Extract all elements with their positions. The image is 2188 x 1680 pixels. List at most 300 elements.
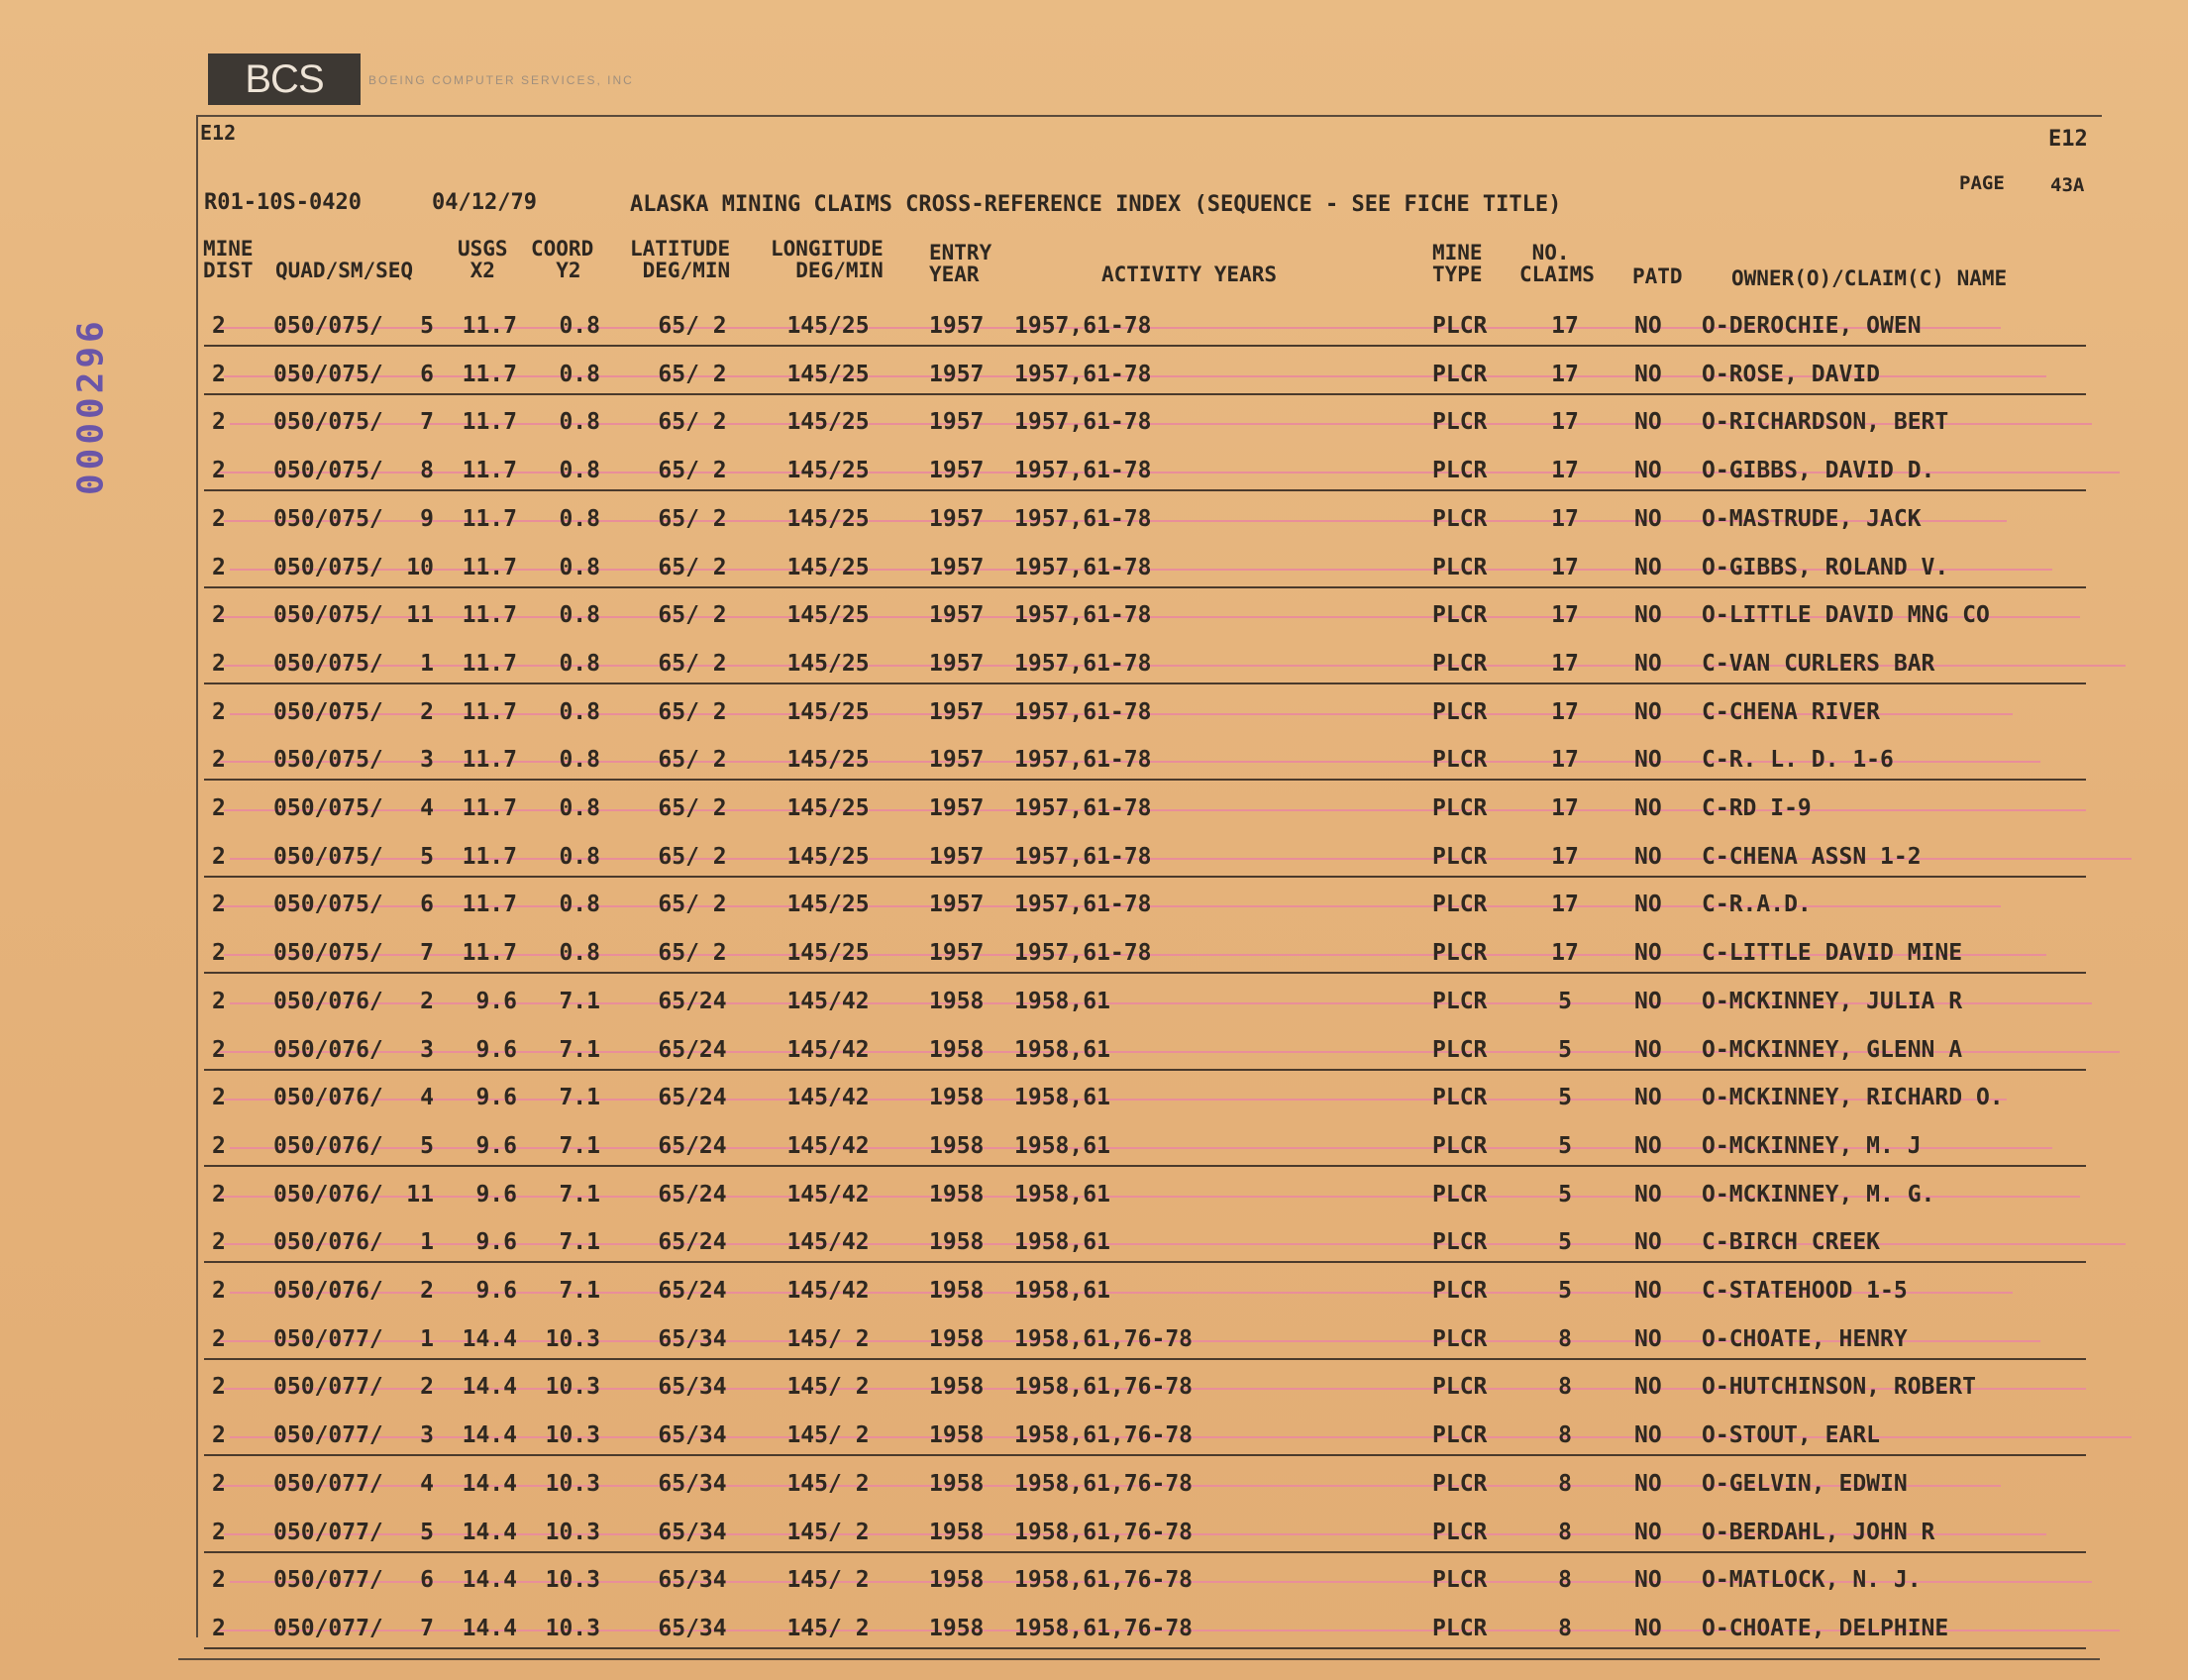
cell-quad: 050/077/ xyxy=(273,1615,383,1641)
cell-seq: 8 xyxy=(420,458,434,484)
row-rule-dark xyxy=(204,1551,2086,1553)
cell-owner: C-CHENA RIVER xyxy=(1702,698,1881,725)
cell-quad: 050/075/ xyxy=(273,409,383,436)
cell-activity-years: 1957,61-78 xyxy=(1014,313,1152,339)
cell-entry-year: 1958 xyxy=(929,1181,985,1208)
cell-coord-y2: 0.8 xyxy=(559,409,600,436)
cell-activity-years: 1957,61-78 xyxy=(1014,940,1152,967)
cell-entry-year: 1957 xyxy=(929,843,985,870)
cell-mine-dist: 2 xyxy=(212,602,226,629)
cell-mine-type: PLCR xyxy=(1432,1325,1488,1352)
cell-mine-type: PLCR xyxy=(1432,554,1488,580)
cell-mine-dist: 2 xyxy=(212,795,226,821)
cell-entry-year: 1957 xyxy=(929,795,985,821)
cell-usgs-x2: 11.7 xyxy=(462,698,517,725)
cell-owner: O-MCKINNEY, JULIA R xyxy=(1702,988,1963,1014)
cell-patd: NO xyxy=(1634,1422,1662,1449)
cell-usgs-x2: 14.4 xyxy=(462,1519,517,1545)
cell-latitude: 65/ 2 xyxy=(658,698,727,725)
row-rule-dark xyxy=(204,489,2086,491)
cell-latitude: 65/34 xyxy=(658,1374,727,1401)
cell-coord-y2: 0.8 xyxy=(559,747,600,774)
cell-no-claims: 17 xyxy=(1551,602,1579,629)
row-rule-dark xyxy=(204,1165,2086,1167)
col-header-owner: OWNER(O)/CLAIM(C) NAME xyxy=(1731,266,2008,290)
table-row xyxy=(0,788,2188,833)
cell-latitude: 65/ 2 xyxy=(658,458,727,484)
cell-mine-dist: 2 xyxy=(212,1422,226,1449)
cell-entry-year: 1957 xyxy=(929,361,985,387)
cell-coord-y2: 10.3 xyxy=(545,1615,600,1641)
cell-seq: 2 xyxy=(420,1278,434,1304)
cell-mine-dist: 2 xyxy=(212,698,226,725)
cell-latitude: 65/24 xyxy=(658,1085,727,1111)
cell-usgs-x2: 9.6 xyxy=(475,1229,517,1256)
bcs-logo: BCS xyxy=(208,53,361,105)
cell-no-claims: 8 xyxy=(1558,1567,1572,1594)
cell-coord-y2: 0.8 xyxy=(559,602,600,629)
cell-mine-dist: 2 xyxy=(212,843,226,870)
cell-patd: NO xyxy=(1634,843,1662,870)
cell-mine-type: PLCR xyxy=(1432,602,1488,629)
row-rule-dark xyxy=(204,1647,2086,1649)
company-name: BOEING COMPUTER SERVICES, INC xyxy=(368,73,634,87)
cell-mine-dist: 2 xyxy=(212,1181,226,1208)
cell-patd: NO xyxy=(1634,795,1662,821)
cell-seq: 5 xyxy=(420,1519,434,1545)
cell-patd: NO xyxy=(1634,747,1662,774)
cell-owner: O-MCKINNEY, M. G. xyxy=(1702,1181,1935,1208)
cell-activity-years: 1958,61,76-78 xyxy=(1014,1519,1194,1545)
cell-owner: O-MCKINNEY, RICHARD O. xyxy=(1702,1085,2004,1111)
cell-quad: 050/077/ xyxy=(273,1519,383,1545)
cell-patd: NO xyxy=(1634,1470,1662,1497)
cell-seq: 3 xyxy=(420,1036,434,1063)
cell-seq: 7 xyxy=(420,409,434,436)
table-row xyxy=(0,1512,2188,1557)
cell-usgs-x2: 14.4 xyxy=(462,1325,517,1352)
cell-seq: 3 xyxy=(420,1422,434,1449)
cell-mine-dist: 2 xyxy=(212,458,226,484)
cell-owner: O-LITTLE DAVID MNG CO xyxy=(1702,602,1990,629)
cell-activity-years: 1957,61-78 xyxy=(1014,698,1152,725)
cell-coord-y2: 0.8 xyxy=(559,554,600,580)
cell-usgs-x2: 9.6 xyxy=(475,1278,517,1304)
cell-mine-dist: 2 xyxy=(212,940,226,967)
cell-latitude: 65/ 2 xyxy=(658,892,727,918)
page-number: 43A xyxy=(2050,174,2085,196)
table-row xyxy=(0,1077,2188,1122)
cell-usgs-x2: 11.7 xyxy=(462,458,517,484)
cell-mine-type: PLCR xyxy=(1432,1085,1488,1111)
cell-owner: C-R. L. D. 1-6 xyxy=(1702,747,1894,774)
cell-mine-type: PLCR xyxy=(1432,313,1488,339)
cell-no-claims: 8 xyxy=(1558,1374,1572,1401)
cell-latitude: 65/34 xyxy=(658,1470,727,1497)
cell-longitude: 145/ 2 xyxy=(786,1374,870,1401)
cell-mine-dist: 2 xyxy=(212,1519,226,1545)
cell-coord-y2: 0.8 xyxy=(559,505,600,532)
table-row xyxy=(0,1125,2188,1171)
cell-longitude: 145/25 xyxy=(786,940,870,967)
cell-usgs-x2: 9.6 xyxy=(475,988,517,1014)
col-header-mine-dist: MINE DIST xyxy=(203,237,254,282)
cell-no-claims: 5 xyxy=(1558,988,1572,1014)
cell-mine-type: PLCR xyxy=(1432,1567,1488,1594)
vertical-document-number: 0000296 xyxy=(70,317,112,495)
col-header-mine-type: MINE TYPE xyxy=(1432,241,1483,286)
cell-quad: 050/075/ xyxy=(273,505,383,532)
cell-seq: 2 xyxy=(420,988,434,1014)
cell-activity-years: 1958,61 xyxy=(1014,1229,1110,1256)
cell-usgs-x2: 14.4 xyxy=(462,1470,517,1497)
cell-longitude: 145/ 2 xyxy=(786,1615,870,1641)
col-header-patd: PATD xyxy=(1632,264,1683,288)
cell-usgs-x2: 11.7 xyxy=(462,554,517,580)
table-row xyxy=(0,739,2188,785)
cell-activity-years: 1957,61-78 xyxy=(1014,361,1152,387)
cell-no-claims: 17 xyxy=(1551,554,1579,580)
cell-mine-dist: 2 xyxy=(212,313,226,339)
cell-coord-y2: 7.1 xyxy=(559,1036,600,1063)
cell-owner: O-ROSE, DAVID xyxy=(1702,361,1881,387)
cell-seq: 6 xyxy=(420,361,434,387)
cell-owner: O-BERDAHL, JOHN R xyxy=(1702,1519,1935,1545)
cell-seq: 7 xyxy=(420,940,434,967)
col-header-latitude: LATITUDE DEG/MIN xyxy=(630,237,731,282)
cell-entry-year: 1957 xyxy=(929,747,985,774)
cell-latitude: 65/ 2 xyxy=(658,747,727,774)
cell-quad: 050/075/ xyxy=(273,843,383,870)
cell-seq: 9 xyxy=(420,505,434,532)
cell-no-claims: 8 xyxy=(1558,1615,1572,1641)
cell-coord-y2: 7.1 xyxy=(559,1229,600,1256)
cell-patd: NO xyxy=(1634,409,1662,436)
report-title: ALASKA MINING CLAIMS CROSS-REFERENCE INDEX (SEQUENCE - SEE FICHE TITLE) xyxy=(630,192,1562,217)
cell-mine-dist: 2 xyxy=(212,1615,226,1641)
cell-no-claims: 17 xyxy=(1551,313,1579,339)
fiche-code-right: E12 xyxy=(2048,127,2088,152)
cell-activity-years: 1958,61,76-78 xyxy=(1014,1422,1194,1449)
cell-owner: O-RICHARDSON, BERT xyxy=(1702,409,1949,436)
cell-entry-year: 1957 xyxy=(929,602,985,629)
cell-seq: 4 xyxy=(420,795,434,821)
cell-seq: 6 xyxy=(420,892,434,918)
cell-seq: 1 xyxy=(420,650,434,677)
cell-coord-y2: 7.1 xyxy=(559,1181,600,1208)
cell-mine-type: PLCR xyxy=(1432,458,1488,484)
cell-coord-y2: 0.8 xyxy=(559,940,600,967)
cell-longitude: 145/25 xyxy=(786,843,870,870)
cell-latitude: 65/ 2 xyxy=(658,313,727,339)
cell-patd: NO xyxy=(1634,988,1662,1014)
cell-seq: 4 xyxy=(420,1085,434,1111)
cell-no-claims: 17 xyxy=(1551,458,1579,484)
cell-coord-y2: 7.1 xyxy=(559,988,600,1014)
cell-mine-dist: 2 xyxy=(212,1132,226,1159)
cell-activity-years: 1958,61 xyxy=(1014,1132,1110,1159)
cell-mine-dist: 2 xyxy=(212,1470,226,1497)
cell-owner: O-GELVIN, EDWIN xyxy=(1702,1470,1908,1497)
cell-latitude: 65/34 xyxy=(658,1519,727,1545)
cell-entry-year: 1958 xyxy=(929,1036,985,1063)
cell-latitude: 65/ 2 xyxy=(658,361,727,387)
cell-mine-dist: 2 xyxy=(212,1567,226,1594)
cell-quad: 050/076/ xyxy=(273,1229,383,1256)
report-id: R01-10S-0420 xyxy=(204,190,362,215)
cell-seq: 5 xyxy=(420,1132,434,1159)
cell-owner: O-STOUT, EARL xyxy=(1702,1422,1881,1449)
cell-no-claims: 5 xyxy=(1558,1229,1572,1256)
cell-longitude: 145/42 xyxy=(786,1085,870,1111)
table-row xyxy=(0,1270,2188,1315)
cell-owner: O-GIBBS, ROLAND V. xyxy=(1702,554,1949,580)
cell-mine-type: PLCR xyxy=(1432,361,1488,387)
table-row xyxy=(0,401,2188,447)
cell-latitude: 65/ 2 xyxy=(658,505,727,532)
cell-latitude: 65/34 xyxy=(658,1615,727,1641)
cell-usgs-x2: 11.7 xyxy=(462,650,517,677)
cell-entry-year: 1957 xyxy=(929,554,985,580)
cell-activity-years: 1958,61 xyxy=(1014,988,1110,1014)
cell-entry-year: 1957 xyxy=(929,313,985,339)
cell-mine-dist: 2 xyxy=(212,409,226,436)
cell-no-claims: 8 xyxy=(1558,1470,1572,1497)
cell-latitude: 65/24 xyxy=(658,1181,727,1208)
cell-quad: 050/077/ xyxy=(273,1567,383,1594)
cell-owner: C-CHENA ASSN 1-2 xyxy=(1702,843,1922,870)
table-row xyxy=(0,354,2188,399)
cell-owner: C-BIRCH CREEK xyxy=(1702,1229,1881,1256)
cell-activity-years: 1957,61-78 xyxy=(1014,747,1152,774)
cell-seq: 3 xyxy=(420,747,434,774)
cell-no-claims: 5 xyxy=(1558,1278,1572,1304)
cell-activity-years: 1958,61,76-78 xyxy=(1014,1325,1194,1352)
cell-activity-years: 1957,61-78 xyxy=(1014,795,1152,821)
cell-mine-type: PLCR xyxy=(1432,892,1488,918)
cell-usgs-x2: 9.6 xyxy=(475,1085,517,1111)
cell-mine-dist: 2 xyxy=(212,554,226,580)
cell-activity-years: 1958,61 xyxy=(1014,1278,1110,1304)
cell-longitude: 145/ 2 xyxy=(786,1325,870,1352)
cell-latitude: 65/24 xyxy=(658,1036,727,1063)
cell-owner: O-HUTCHINSON, ROBERT xyxy=(1702,1374,1976,1401)
cell-usgs-x2: 11.7 xyxy=(462,361,517,387)
table-row xyxy=(0,1608,2188,1653)
cell-mine-type: PLCR xyxy=(1432,843,1488,870)
cell-mine-dist: 2 xyxy=(212,650,226,677)
row-rule-dark xyxy=(204,1261,2086,1263)
cell-longitude: 145/25 xyxy=(786,554,870,580)
cell-entry-year: 1957 xyxy=(929,892,985,918)
cell-activity-years: 1957,61-78 xyxy=(1014,650,1152,677)
cell-longitude: 145/42 xyxy=(786,1229,870,1256)
table-row xyxy=(0,932,2188,978)
cell-quad: 050/075/ xyxy=(273,313,383,339)
cell-entry-year: 1957 xyxy=(929,650,985,677)
cell-entry-year: 1958 xyxy=(929,1567,985,1594)
cell-longitude: 145/25 xyxy=(786,505,870,532)
table-row xyxy=(0,594,2188,640)
cell-mine-type: PLCR xyxy=(1432,1181,1488,1208)
cell-coord-y2: 0.8 xyxy=(559,361,600,387)
cell-coord-y2: 0.8 xyxy=(559,843,600,870)
cell-patd: NO xyxy=(1634,1325,1662,1352)
cell-no-claims: 5 xyxy=(1558,1036,1572,1063)
row-rule-dark xyxy=(204,876,2086,878)
cell-owner: C-RD I-9 xyxy=(1702,795,1812,821)
cell-no-claims: 17 xyxy=(1551,843,1579,870)
cell-longitude: 145/25 xyxy=(786,892,870,918)
cell-no-claims: 5 xyxy=(1558,1181,1572,1208)
cell-entry-year: 1958 xyxy=(929,1325,985,1352)
cell-entry-year: 1958 xyxy=(929,1278,985,1304)
cell-entry-year: 1958 xyxy=(929,1132,985,1159)
table-row xyxy=(0,305,2188,351)
cell-coord-y2: 0.8 xyxy=(559,795,600,821)
cell-mine-type: PLCR xyxy=(1432,409,1488,436)
cell-mine-dist: 2 xyxy=(212,1278,226,1304)
cell-activity-years: 1957,61-78 xyxy=(1014,505,1152,532)
cell-coord-y2: 0.8 xyxy=(559,458,600,484)
cell-coord-y2: 7.1 xyxy=(559,1132,600,1159)
cell-latitude: 65/ 2 xyxy=(658,843,727,870)
cell-longitude: 145/25 xyxy=(786,409,870,436)
cell-longitude: 145/25 xyxy=(786,602,870,629)
cell-seq: 11 xyxy=(406,1181,434,1208)
cell-patd: NO xyxy=(1634,1278,1662,1304)
col-header-no-claims: NO. CLAIMS xyxy=(1519,241,1595,286)
cell-patd: NO xyxy=(1634,602,1662,629)
cell-seq: 1 xyxy=(420,1229,434,1256)
cell-no-claims: 17 xyxy=(1551,409,1579,436)
cell-owner: C-VAN CURLERS BAR xyxy=(1702,650,1935,677)
cell-activity-years: 1957,61-78 xyxy=(1014,843,1152,870)
cell-activity-years: 1958,61,76-78 xyxy=(1014,1615,1194,1641)
cell-usgs-x2: 14.4 xyxy=(462,1422,517,1449)
cell-quad: 050/076/ xyxy=(273,1036,383,1063)
row-rule-dark xyxy=(204,586,2086,588)
cell-quad: 050/075/ xyxy=(273,458,383,484)
cell-entry-year: 1958 xyxy=(929,1229,985,1256)
page-label: PAGE xyxy=(1959,172,2005,194)
cell-patd: NO xyxy=(1634,361,1662,387)
cell-coord-y2: 7.1 xyxy=(559,1085,600,1111)
cell-seq: 10 xyxy=(406,554,434,580)
row-rule-dark xyxy=(204,1358,2086,1360)
cell-activity-years: 1958,61 xyxy=(1014,1085,1110,1111)
cell-quad: 050/075/ xyxy=(273,892,383,918)
table-row xyxy=(0,884,2188,929)
cell-longitude: 145/25 xyxy=(786,361,870,387)
col-header-quad: QUAD/SM/SEQ xyxy=(275,259,414,282)
cell-mine-type: PLCR xyxy=(1432,1132,1488,1159)
row-rule-dark xyxy=(204,1069,2086,1071)
cell-longitude: 145/25 xyxy=(786,458,870,484)
cell-activity-years: 1957,61-78 xyxy=(1014,409,1152,436)
cell-patd: NO xyxy=(1634,940,1662,967)
cell-activity-years: 1957,61-78 xyxy=(1014,892,1152,918)
col-header-entry-year: ENTRY YEAR xyxy=(929,241,992,286)
cell-usgs-x2: 11.7 xyxy=(462,940,517,967)
cell-quad: 050/075/ xyxy=(273,940,383,967)
cell-owner: C-LITTLE DAVID MINE xyxy=(1702,940,1963,967)
cell-longitude: 145/25 xyxy=(786,747,870,774)
cell-entry-year: 1958 xyxy=(929,988,985,1014)
cell-activity-years: 1957,61-78 xyxy=(1014,602,1152,629)
cell-usgs-x2: 9.6 xyxy=(475,1036,517,1063)
cell-coord-y2: 10.3 xyxy=(545,1567,600,1594)
cell-no-claims: 8 xyxy=(1558,1422,1572,1449)
cell-mine-type: PLCR xyxy=(1432,1519,1488,1545)
cell-patd: NO xyxy=(1634,458,1662,484)
col-header-usgs-x2: USGS X2 xyxy=(458,237,508,282)
cell-mine-type: PLCR xyxy=(1432,1036,1488,1063)
cell-mine-type: PLCR xyxy=(1432,988,1488,1014)
cell-mine-dist: 2 xyxy=(212,1036,226,1063)
table-row xyxy=(0,643,2188,688)
cell-patd: NO xyxy=(1634,892,1662,918)
cell-activity-years: 1958,61,76-78 xyxy=(1014,1374,1194,1401)
cell-quad: 050/077/ xyxy=(273,1422,383,1449)
cell-quad: 050/077/ xyxy=(273,1325,383,1352)
cell-quad: 050/075/ xyxy=(273,650,383,677)
cell-quad: 050/076/ xyxy=(273,1132,383,1159)
cell-mine-type: PLCR xyxy=(1432,1278,1488,1304)
cell-mine-dist: 2 xyxy=(212,361,226,387)
cell-no-claims: 5 xyxy=(1558,1085,1572,1111)
cell-seq: 5 xyxy=(420,843,434,870)
table-row xyxy=(0,1415,2188,1460)
cell-patd: NO xyxy=(1634,1085,1662,1111)
cell-quad: 050/075/ xyxy=(273,602,383,629)
cell-longitude: 145/ 2 xyxy=(786,1567,870,1594)
table-row xyxy=(0,691,2188,737)
row-rule-dark xyxy=(204,682,2086,684)
cell-no-claims: 17 xyxy=(1551,698,1579,725)
cell-usgs-x2: 11.7 xyxy=(462,892,517,918)
cell-seq: 7 xyxy=(420,1615,434,1641)
cell-no-claims: 17 xyxy=(1551,361,1579,387)
cell-mine-dist: 2 xyxy=(212,1229,226,1256)
report-date: 04/12/79 xyxy=(432,190,537,215)
cell-usgs-x2: 11.7 xyxy=(462,747,517,774)
cell-seq: 1 xyxy=(420,1325,434,1352)
cell-latitude: 65/ 2 xyxy=(658,409,727,436)
cell-entry-year: 1958 xyxy=(929,1085,985,1111)
cell-quad: 050/076/ xyxy=(273,1085,383,1111)
table-row xyxy=(0,498,2188,544)
cell-longitude: 145/ 2 xyxy=(786,1422,870,1449)
cell-no-claims: 17 xyxy=(1551,940,1579,967)
cell-latitude: 65/24 xyxy=(658,1278,727,1304)
cell-quad: 050/075/ xyxy=(273,554,383,580)
cell-coord-y2: 0.8 xyxy=(559,650,600,677)
col-header-coord-y2: COORD Y2 xyxy=(531,237,594,282)
cell-usgs-x2: 9.6 xyxy=(475,1132,517,1159)
cell-latitude: 65/24 xyxy=(658,1229,727,1256)
cell-owner: O-GIBBS, DAVID D. xyxy=(1702,458,1935,484)
cell-activity-years: 1958,61,76-78 xyxy=(1014,1470,1194,1497)
cell-mine-type: PLCR xyxy=(1432,505,1488,532)
cell-coord-y2: 10.3 xyxy=(545,1470,600,1497)
cell-seq: 6 xyxy=(420,1567,434,1594)
cell-coord-y2: 10.3 xyxy=(545,1422,600,1449)
cell-no-claims: 8 xyxy=(1558,1325,1572,1352)
cell-mine-dist: 2 xyxy=(212,505,226,532)
cell-coord-y2: 10.3 xyxy=(545,1374,600,1401)
cell-longitude: 145/42 xyxy=(786,1181,870,1208)
